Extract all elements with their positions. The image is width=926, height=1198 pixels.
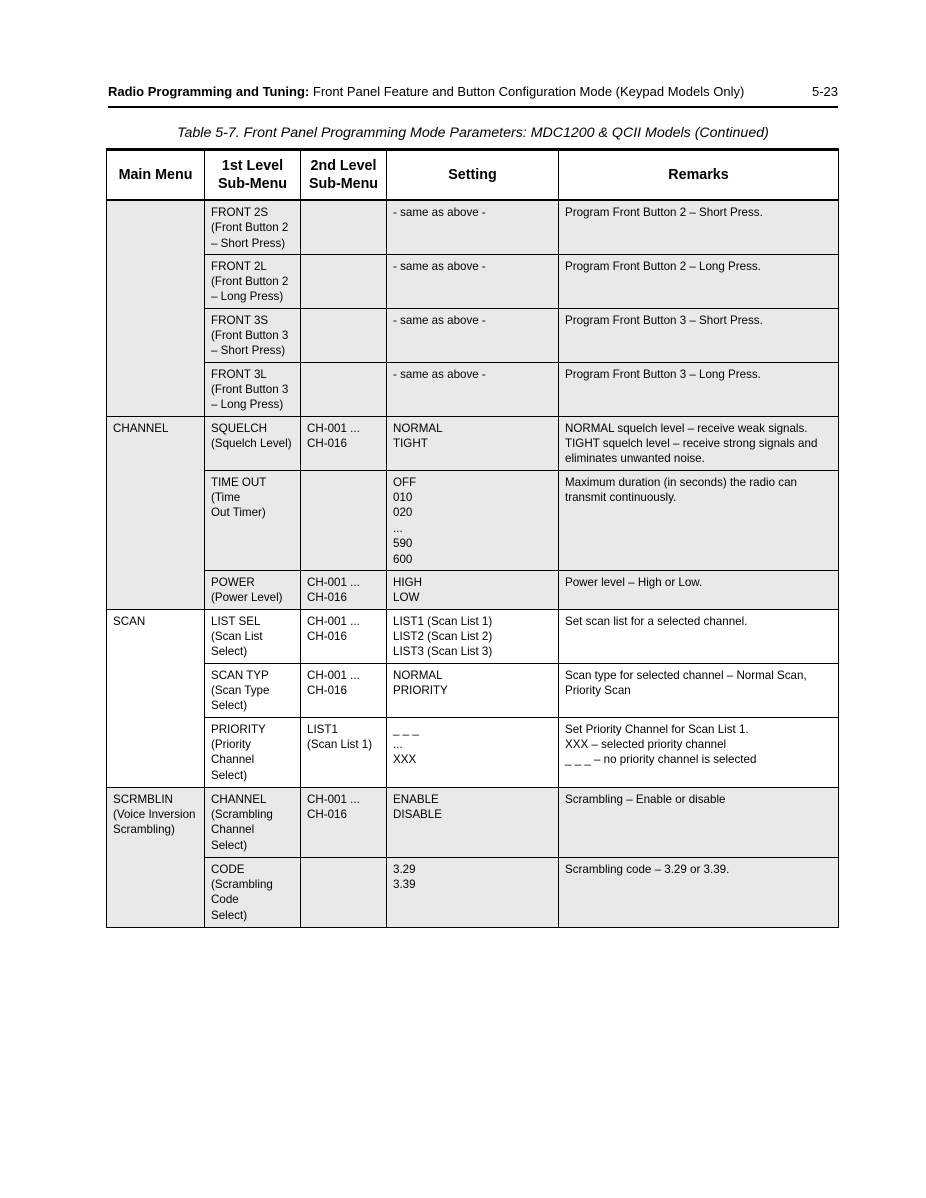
setting-cell: NORMAL PRIORITY (387, 663, 559, 717)
first-level-cell: TIME OUT (Time Out Timer) (205, 470, 301, 570)
remarks-cell: NORMAL squelch level – receive weak signals. TIGHT squelch level – receive strong signals and eliminates unwanted noise. (559, 416, 839, 470)
second-level-cell (301, 470, 387, 570)
main-menu-cell (107, 362, 205, 416)
setting-cell: - same as above - (387, 200, 559, 254)
setting-cell: HIGH LOW (387, 570, 559, 609)
first-level-cell: FRONT 3S (Front Button 3 – Short Press) (205, 308, 301, 362)
first-level-cell: FRONT 2L (Front Button 2 – Long Press) (205, 254, 301, 308)
first-level-cell: SQUELCH (Squelch Level) (205, 416, 301, 470)
remarks-cell: Scan type for selected channel – Normal Scan, Priority Scan (559, 663, 839, 717)
remarks-cell: Maximum duration (in seconds) the radio can transmit continuously. (559, 470, 839, 570)
table-row (107, 663, 839, 717)
table-row (107, 200, 839, 254)
remarks-cell: Program Front Button 3 – Short Press. (559, 308, 839, 362)
second-level-cell (301, 200, 387, 254)
first-level-cell: FRONT 3L (Front Button 3 – Long Press) (205, 362, 301, 416)
parameters-table (106, 148, 839, 928)
column-header-remarks: Remarks (559, 150, 839, 201)
main-menu-cell (107, 470, 205, 570)
setting-cell: LIST1 (Scan List 1) LIST2 (Scan List 2) LIST3 (Scan List 3) (387, 609, 559, 663)
first-level-cell: POWER (Power Level) (205, 570, 301, 609)
table-row (107, 416, 839, 470)
remarks-cell: Program Front Button 2 – Short Press. (559, 200, 839, 254)
main-menu-cell (107, 200, 205, 254)
table-row (107, 609, 839, 663)
setting-cell: _ _ _ ... XXX (387, 717, 559, 787)
table-row (107, 570, 839, 609)
second-level-cell (301, 254, 387, 308)
remarks-cell: Set scan list for a selected channel. (559, 609, 839, 663)
setting-cell: - same as above - (387, 362, 559, 416)
column-header-second-level: 2nd Level Sub-Menu (301, 150, 387, 201)
table-row (107, 308, 839, 362)
main-menu-cell (107, 254, 205, 308)
main-menu-cell (107, 308, 205, 362)
header-rule (108, 106, 838, 108)
first-level-cell: SCAN TYP (Scan Type Select) (205, 663, 301, 717)
setting-cell: - same as above - (387, 254, 559, 308)
remarks-cell: Power level – High or Low. (559, 570, 839, 609)
remarks-cell: Scrambling code – 3.29 or 3.39. (559, 857, 839, 927)
remarks-cell: Scrambling – Enable or disable (559, 787, 839, 857)
table-row (107, 254, 839, 308)
main-menu-cell: CHANNEL (107, 416, 205, 470)
setting-cell: OFF 010 020 ... 590 600 (387, 470, 559, 570)
second-level-cell: CH-001 ... CH-016 (301, 609, 387, 663)
table-caption: Table 5-7. Front Panel Programming Mode Parameters: MDC1200 & QCII Models (Continued) (177, 125, 769, 141)
main-menu-cell (107, 857, 205, 927)
page-header (108, 82, 838, 102)
column-header-first-level: 1st Level Sub-Menu (205, 150, 301, 201)
remarks-cell: Program Front Button 2 – Long Press. (559, 254, 839, 308)
main-menu-cell (107, 570, 205, 609)
first-level-cell: FRONT 2S (Front Button 2 – Short Press) (205, 200, 301, 254)
main-menu-cell (107, 663, 205, 717)
second-level-cell (301, 362, 387, 416)
first-level-cell: LIST SEL (Scan List Select) (205, 609, 301, 663)
header-section-title: Radio Programming and Tuning: (108, 84, 310, 99)
column-header-setting: Setting (387, 150, 559, 201)
first-level-cell: CHANNEL (Scrambling Channel Select) (205, 787, 301, 857)
table-row (107, 470, 839, 570)
second-level-cell: CH-001 ... CH-016 (301, 787, 387, 857)
main-menu-cell: SCRMBLIN (Voice Inversion Scrambling) (107, 787, 205, 857)
header-subtitle: Front Panel Feature and Button Configuration Mode (Keypad Models Only) (309, 84, 745, 99)
table-row (107, 787, 839, 857)
setting-cell: NORMAL TIGHT (387, 416, 559, 470)
second-level-cell: CH-001 ... CH-016 (301, 663, 387, 717)
main-menu-cell (107, 717, 205, 787)
setting-cell: ENABLE DISABLE (387, 787, 559, 857)
table-row (107, 362, 839, 416)
table-row (107, 857, 839, 927)
column-header-main-menu: Main Menu (107, 150, 205, 201)
remarks-cell: Program Front Button 3 – Long Press. (559, 362, 839, 416)
main-menu-cell: SCAN (107, 609, 205, 663)
setting-cell: - same as above - (387, 308, 559, 362)
second-level-cell: CH-001 ... CH-016 (301, 570, 387, 609)
second-level-cell: LIST1 (Scan List 1) (301, 717, 387, 787)
second-level-cell: CH-001 ... CH-016 (301, 416, 387, 470)
table-header-row (107, 150, 839, 201)
remarks-cell: Set Priority Channel for Scan List 1. XXX – selected priority channel _ _ _ – no priority channel is selected (559, 717, 839, 787)
first-level-cell: CODE (Scrambling Code Select) (205, 857, 301, 927)
second-level-cell (301, 857, 387, 927)
table-row (107, 717, 839, 787)
second-level-cell (301, 308, 387, 362)
setting-cell: 3.29 3.39 (387, 857, 559, 927)
page-number: 5-23 (811, 84, 838, 99)
first-level-cell: PRIORITY (Priority Channel Select) (205, 717, 301, 787)
